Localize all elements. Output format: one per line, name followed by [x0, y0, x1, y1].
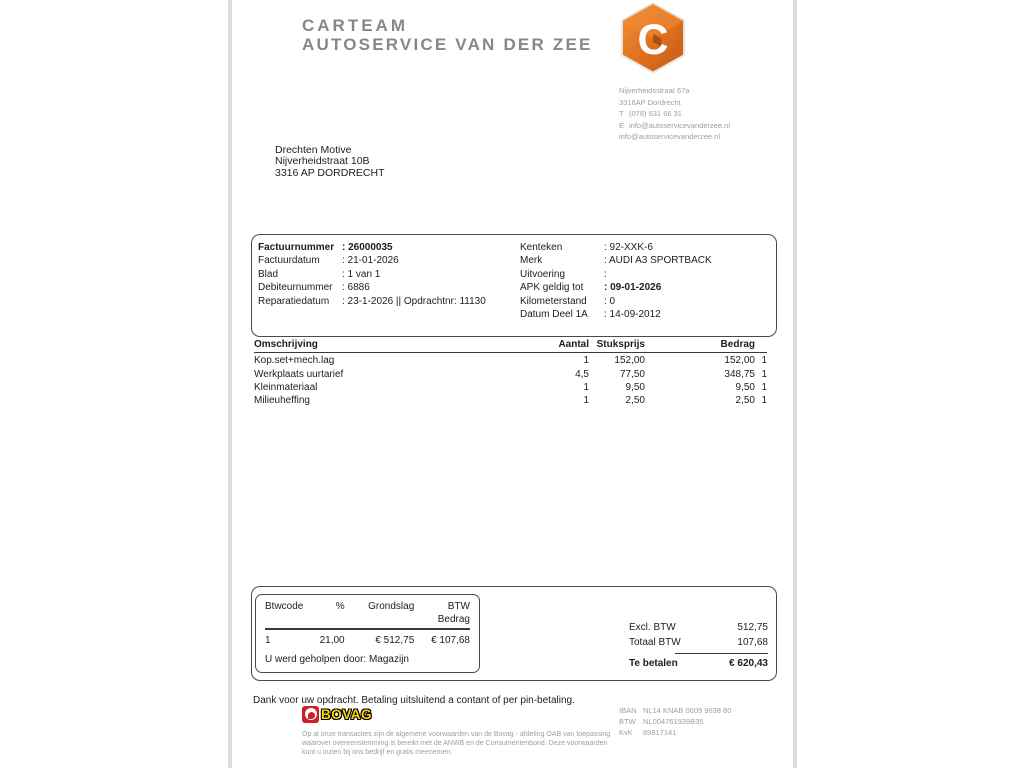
total-excl-btw: Excl. BTW 512,75	[629, 622, 768, 633]
summary-box	[251, 586, 777, 681]
total-te-betalen: Te betalen € 620,43	[629, 658, 768, 669]
detail-row-factuurnummer: Factuurnummer : 26000035	[258, 242, 393, 253]
detail-row-datum-deel-1a: Datum Deel 1A : 14-09-2012	[520, 309, 661, 321]
page-edge-right	[793, 0, 797, 768]
vat-table-row: 1 21,00 € 512,75 € 107,68	[265, 635, 470, 646]
invoice-details-left	[258, 241, 520, 321]
detail-row-kenteken: Kenteken : 92-XXK-6	[520, 242, 653, 253]
detail-row-blad: Blad : 1 van 1	[258, 268, 381, 280]
company-name	[302, 16, 593, 54]
total-btw: Totaal BTW 107,68	[629, 637, 768, 648]
table-row: Kleinmateriaal 1 9,50 9,50 1	[254, 381, 767, 393]
bovag-wordmark: BOVAG	[321, 706, 373, 722]
detail-row-debiteurnummer: Debiteurnummer : 6886	[258, 282, 370, 294]
svg-text:C: C	[637, 15, 669, 64]
company-email-alt: info@autoservicevanderzee.nl	[619, 132, 721, 142]
phone-value: (078) 631 66 31	[629, 109, 682, 119]
recipient-address	[275, 145, 385, 179]
company-name-line1: CARTEAM	[302, 16, 408, 35]
detail-row-reparatiedatum: Reparatiedatum : 23-1-2026 || Opdrachtnr: 11130	[258, 295, 486, 307]
vat-table-box	[255, 594, 480, 673]
email-value: info@autoservicevanderzee.nl	[629, 120, 731, 130]
detail-row-apk: APK geldig tot : 09-01-2026	[520, 282, 662, 294]
invoice-details-right	[520, 241, 770, 321]
vat-table-header: Btwcode % Grondslag BTW Bedrag	[265, 600, 470, 630]
company-email	[619, 120, 730, 132]
terms-smallprint: Op al onze transacties zijn de algemene voorwaarden van de Bovag - afdeling OAB van toepassing waarover overeenstemming is bereikt met de ANWB en de Consumentenbond. Deze voorwaarden kunt u inzien bij ons bedrijf en gratis meenemen.	[302, 731, 611, 756]
totals-block	[629, 620, 768, 671]
carteam-logo-icon	[618, 2, 688, 74]
table-row: Milieuheffing 1 2,50 2,50 1	[254, 395, 767, 407]
detail-row-uitvoering: Uitvoering :	[520, 268, 607, 280]
btw-number-row: BTW NL004761939B35	[619, 717, 704, 727]
bovag-emblem-icon	[302, 706, 319, 723]
detail-row-factuurdatum: Factuurdatum : 21-01-2026	[258, 255, 399, 267]
company-address-line2: 3316AP Dordrecht	[619, 97, 681, 107]
invoice-page	[232, 0, 793, 768]
detail-row-kilometerstand: Kilometerstand : 0	[520, 295, 616, 307]
company-address-line1: Nijverheidsstraat 67a	[619, 86, 690, 95]
detail-row-merk: Merk : AUDI A3 SPORTBACK	[520, 255, 712, 267]
recipient-name: Drechten Motive	[275, 144, 352, 156]
email-label: E	[619, 120, 625, 130]
helped-by-note: U werd geholpen door: Magazijn	[265, 654, 409, 665]
bovag-logo	[302, 705, 372, 723]
thank-you-note: Dank voor uw opdracht. Betaling uitsluitend a contant of per pin-betaling.	[253, 695, 575, 706]
recipient-city: 3316 AP DORDRECHT	[275, 166, 385, 179]
invoice-details-box	[251, 234, 777, 337]
bank-details-block	[619, 705, 731, 739]
company-contact-block	[619, 85, 730, 143]
phone-label: T	[619, 109, 624, 119]
kvk-row: KvK 89817141	[619, 728, 677, 738]
recipient-street: Nijverheidstraat 10B	[275, 155, 370, 168]
items-table	[254, 338, 767, 407]
company-phone	[619, 108, 730, 120]
items-table-header: Omschrijving Aantal Stuksprijs Bedrag	[254, 338, 767, 353]
company-name-line2: AUTOSERVICE VAN DER ZEE	[302, 35, 593, 54]
table-row: Werkplaats uurtarief 4,5 77,50 348,75 1	[254, 368, 767, 380]
iban-row: IBAN NL14 KNAB 0609 9638 80	[619, 706, 732, 715]
totals-rule	[675, 653, 768, 654]
table-row: Kop.set+mech.lag 1 152,00 152,00 1	[254, 355, 767, 367]
